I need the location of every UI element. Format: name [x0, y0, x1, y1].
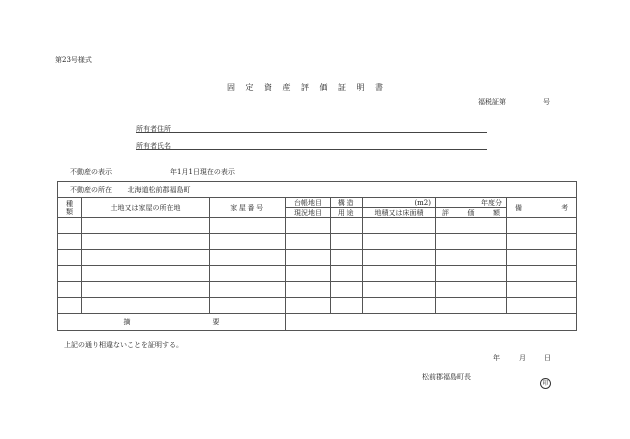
header-area: 地積又は床面積	[363, 208, 436, 218]
summary-row	[58, 314, 577, 331]
header-year: 年度分	[436, 198, 507, 208]
header-row-1	[58, 198, 577, 208]
form-number: 第23号様式	[55, 56, 92, 64]
header-current-category: 現況地目	[286, 208, 331, 218]
header-area-unit: (m2)	[363, 198, 436, 208]
summary-value[interactable]	[286, 314, 577, 331]
reference-number-suffix: 号	[543, 98, 550, 106]
table-row	[58, 282, 577, 298]
header-structure: 構造	[331, 198, 363, 208]
header-value: 評 価 額	[436, 208, 507, 218]
date-day: 日	[544, 354, 551, 362]
table-row	[58, 298, 577, 314]
header-register-category: 台帳地目	[286, 198, 331, 208]
summary-label: 摘 要	[58, 314, 286, 331]
header-remarks: 備 考	[507, 198, 577, 218]
as-of-date-label: 年1月1日現在の表示	[170, 168, 235, 176]
issuer-name: 松前郡福島町長	[422, 373, 471, 381]
document-title: 固定資産評価証明書	[227, 83, 394, 92]
date-month: 月	[519, 354, 526, 362]
owner-address-line	[136, 132, 487, 133]
owner-name-label: 所有者氏名	[136, 142, 171, 150]
owner-name-line	[136, 149, 487, 150]
header-kind: 種 類	[58, 198, 82, 218]
table-row	[58, 250, 577, 266]
owner-address-label: 所有者住所	[136, 125, 171, 133]
table-row	[58, 266, 577, 282]
location-label: 不動産の所在	[70, 185, 112, 194]
date-year: 年	[493, 354, 500, 362]
property-display-label: 不動産の表示	[70, 168, 112, 176]
header-address: 土地又は家屋の所在地	[82, 198, 210, 218]
official-seal-icon	[540, 370, 551, 389]
location-row	[58, 182, 577, 198]
location-value: 北海道松前郡福島町	[127, 185, 191, 194]
header-usage: 用途	[331, 208, 363, 218]
seal-mark: 印	[540, 378, 551, 389]
header-house-number: 家屋番号	[210, 198, 286, 218]
table-row	[58, 218, 577, 234]
certification-statement: 上記の通り相違ないことを証明する。	[64, 341, 183, 349]
valuation-table	[57, 181, 577, 331]
table-row	[58, 234, 577, 250]
location-cell	[58, 182, 577, 198]
reference-number-prefix: 福税証第	[478, 98, 506, 106]
